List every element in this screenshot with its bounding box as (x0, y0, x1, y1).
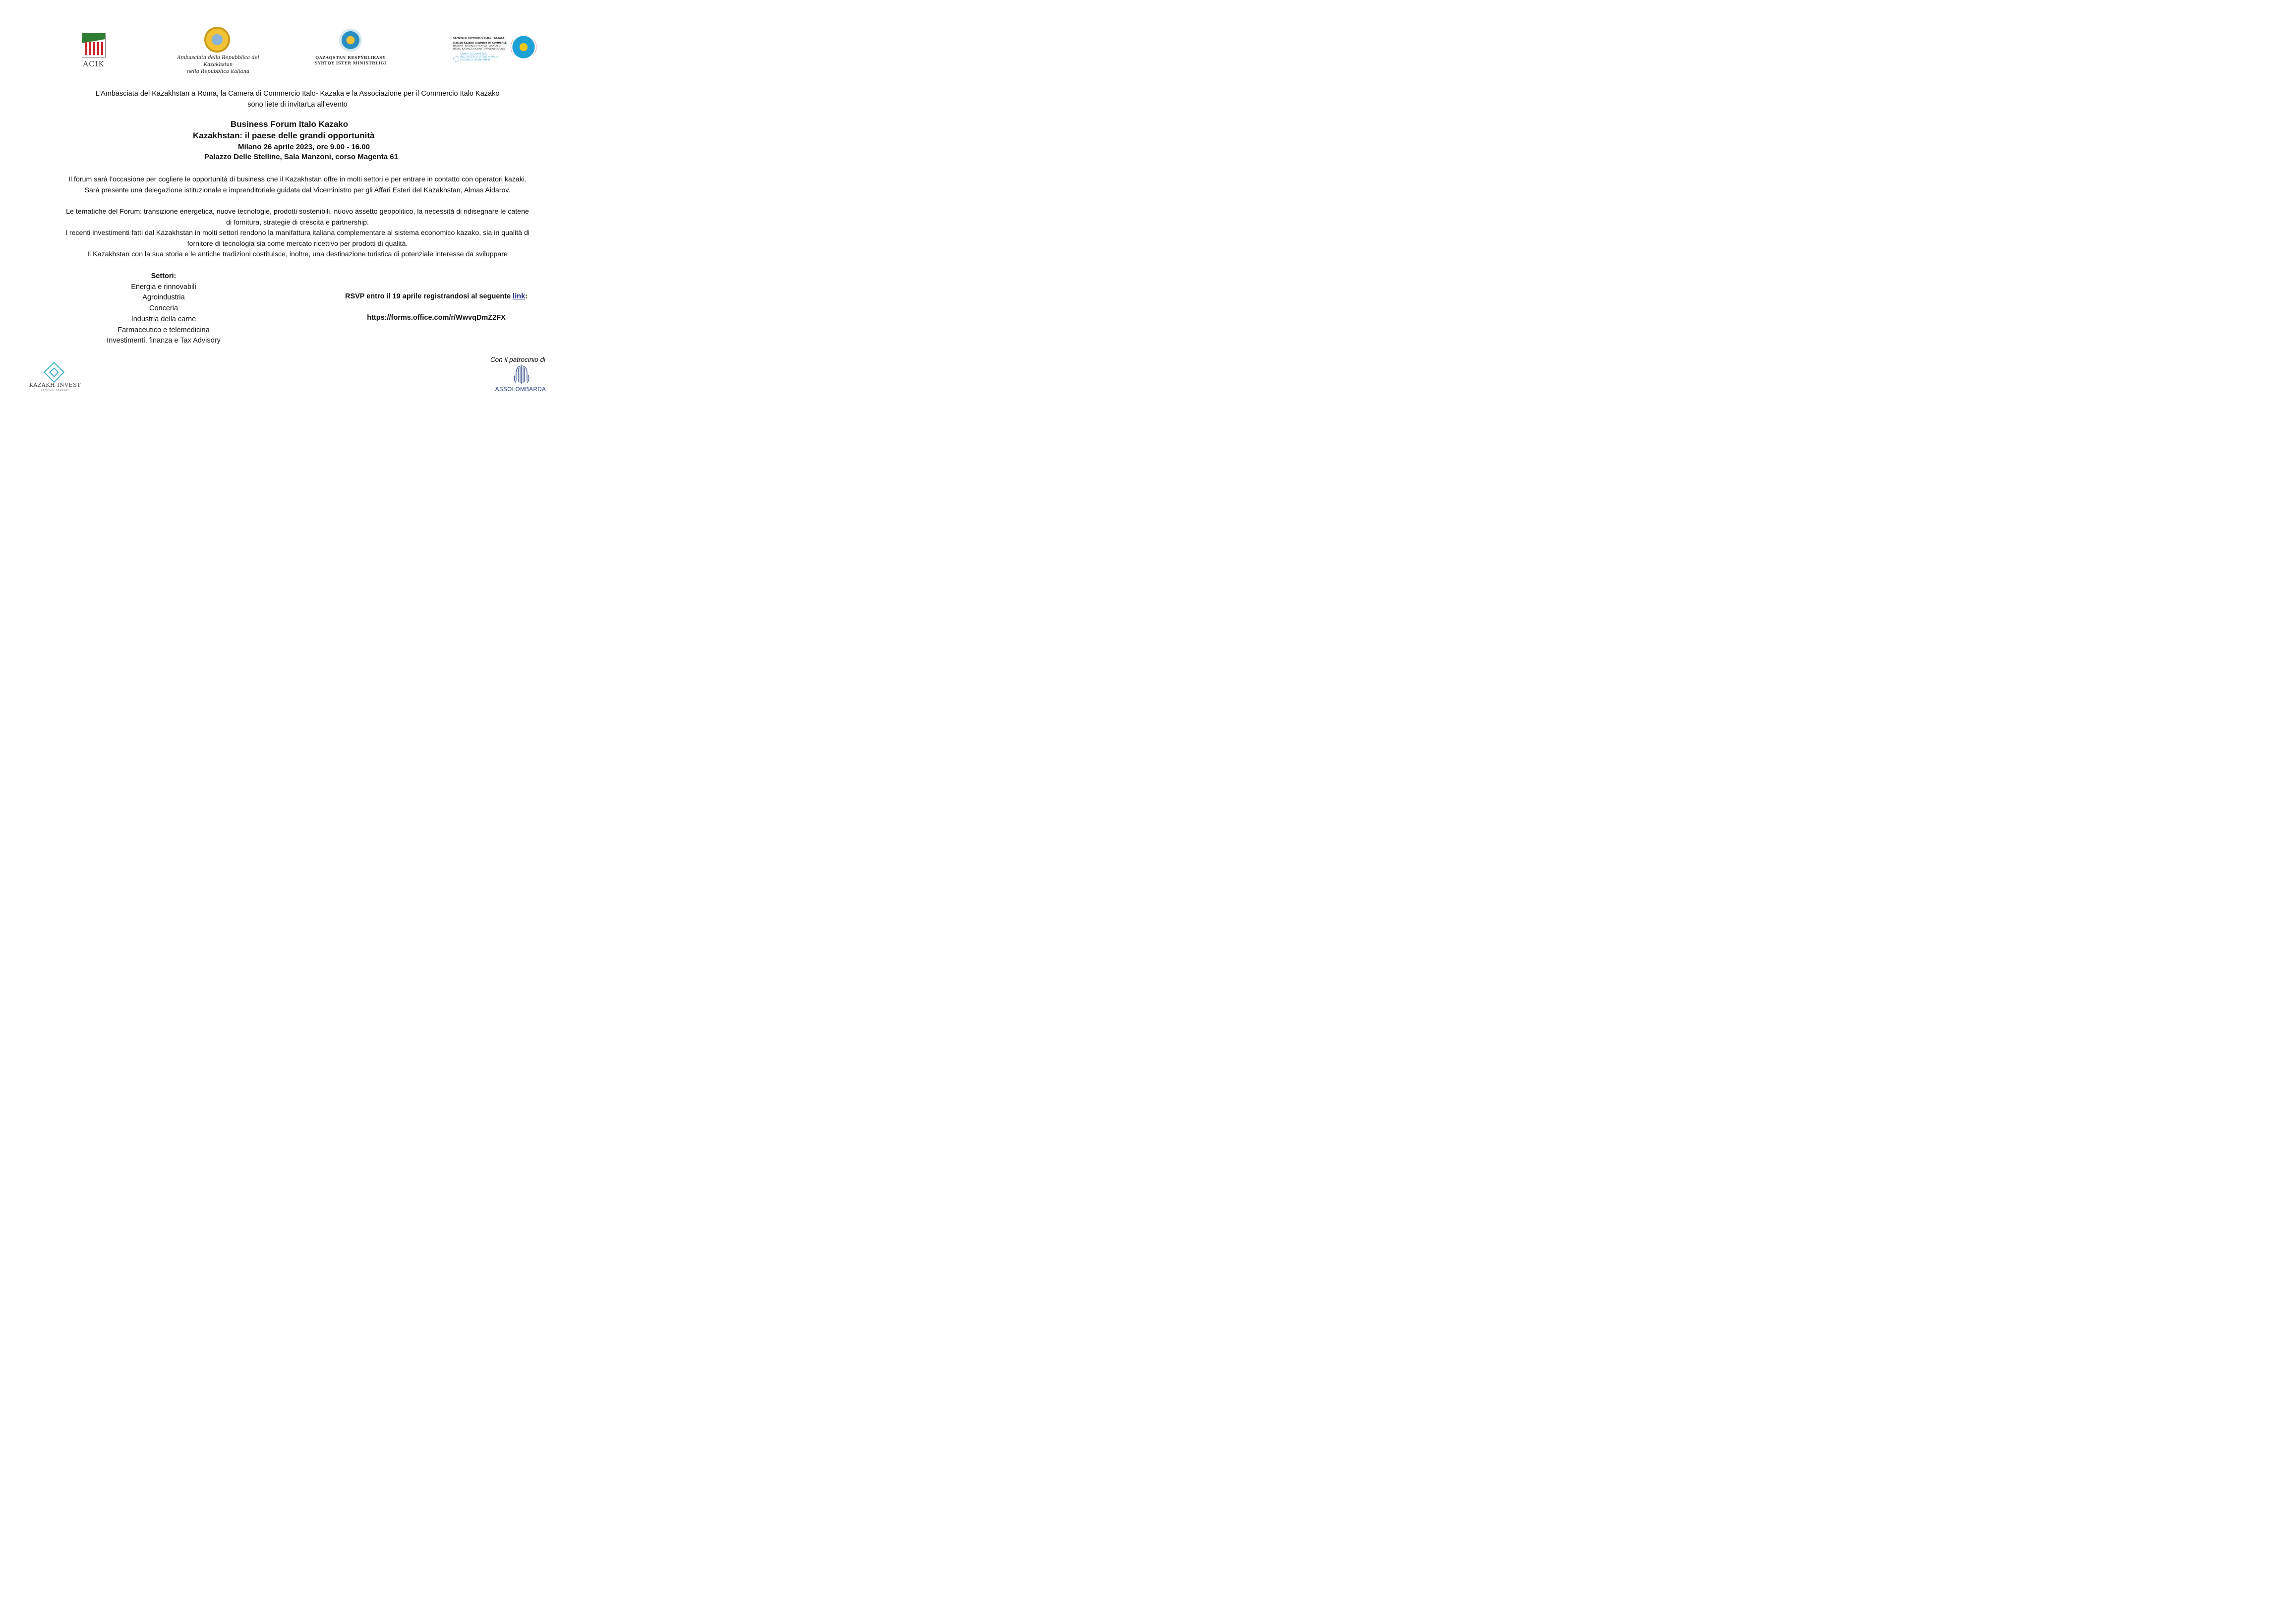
list-item: Conceria (149, 304, 178, 313)
acik-logo (81, 33, 107, 68)
list-item: Farmaceutico e telemedicina (118, 326, 210, 334)
description-paragraph-1: Il forum sarà l’occasione per cogliere le opportunità di business che il Kazakhstan offre in molti settori e per entrare in contatto con operatori kazaki. Sarà presente una delegazione istituzionale e imprenditoriale guidata dal Viceministro per gli Affari Esteri del Kazakhstan, Almas Aidarov. (68, 175, 527, 194)
kazakh-invest-sublabel: NATIONAL COMPANY (41, 389, 69, 392)
list-item: Industria della carne (131, 315, 196, 323)
assolombarda-label: ASSOLOMBARDA (495, 387, 546, 393)
event-title: Business Forum Italo Kazako (231, 119, 349, 129)
chamber-of-commerce-emblem-icon (511, 35, 536, 59)
rsvp-text: RSVP entro il 19 aprile registrandosi al seguente link: (345, 292, 528, 300)
list-item: Agroindustria (142, 293, 185, 302)
kazakh-invest-logo-icon (44, 362, 64, 383)
chamber-of-commerce-text: CAMERA DI COMMERCIO ITALO – KAZAKA ITALIAN KAZAKH CHAMBER OF COMMERCE ИТАЛИЯ - ҚАЗАҚСТАН САУДА ПАЛАТАСЫ ИТАЛО-КАЗАХСТАНСКАЯ ТОРГОВАЯ ПАЛАТА CAMERE DI COMMERCIO ITALO ESTERE O ESTERE IN ITALIA SEZIONE DI UNIONCAMERE (453, 37, 507, 61)
unioncamere-icon (453, 56, 459, 62)
acik-emblem-icon (82, 33, 106, 58)
list-item: Investimenti, finanza e Tax Advisory (107, 337, 221, 345)
ministry-caption: QAZAQSTAN RESPÝBLIKASY SYRTQY ISTER MINISTRLIGI (314, 55, 387, 65)
event-venue: Palazzo Delle Stelline, Sala Manzoni, corso Magenta 61 (204, 153, 398, 161)
embassy-caption: Ambasciata della Repubblica del Kazakhstan nella Repubblica italiana (177, 55, 259, 74)
ministry-emblem-icon (339, 29, 362, 52)
kazakh-invest-label: KAZAKH INVEST (29, 382, 81, 388)
acik-label: ACIK (83, 59, 105, 68)
kazakhstan-state-emblem-icon (204, 27, 230, 53)
invitation-intro: L’Ambasciata del Kazakhstan a Roma, la Camera di Commercio Italo- Kazaka e la Associazione per il Commercio Italo Kazako sono liete di invitarLa all’evento (95, 90, 500, 109)
registration-url[interactable]: https://forms.office.com/r/WwvqDmZ2FX (367, 314, 506, 322)
registration-link[interactable]: link (513, 292, 526, 300)
event-date-time: Milano 26 aprile 2023, ore 9.00 - 16.00 (238, 143, 370, 151)
description-paragraph-2: Le tematiche del Forum: transizione energetica, nuove tecnologie, prodotti sostenibili, nuovo assetto geopolitico, la necessità di ridisegnare le catene di fornitura, strategie di crescita e partnership. I recenti investimenti fatti dal Kazakhstan in molti settori rendono la manifattura italiana complementare al sistema economico kazako, sia in qualità di fornitore di tecnologia sia come mercato ricettivo per prodotti di qualità. Il Kazakhstan con la sua storia e le antiche tradizioni costituisce, inoltre, una destinazione turistica di potenziale interesse da sviluppare (65, 208, 530, 258)
sectors-heading: Settori: (151, 272, 177, 280)
patronage-label: Con il patrocinio di (490, 356, 545, 363)
assolombarda-eagle-icon (513, 365, 530, 386)
event-subtitle: Kazakhstan: il paese delle grandi opportunità (193, 131, 375, 140)
list-item: Energia e rinnovabili (131, 283, 196, 291)
sectors-list (94, 271, 233, 347)
